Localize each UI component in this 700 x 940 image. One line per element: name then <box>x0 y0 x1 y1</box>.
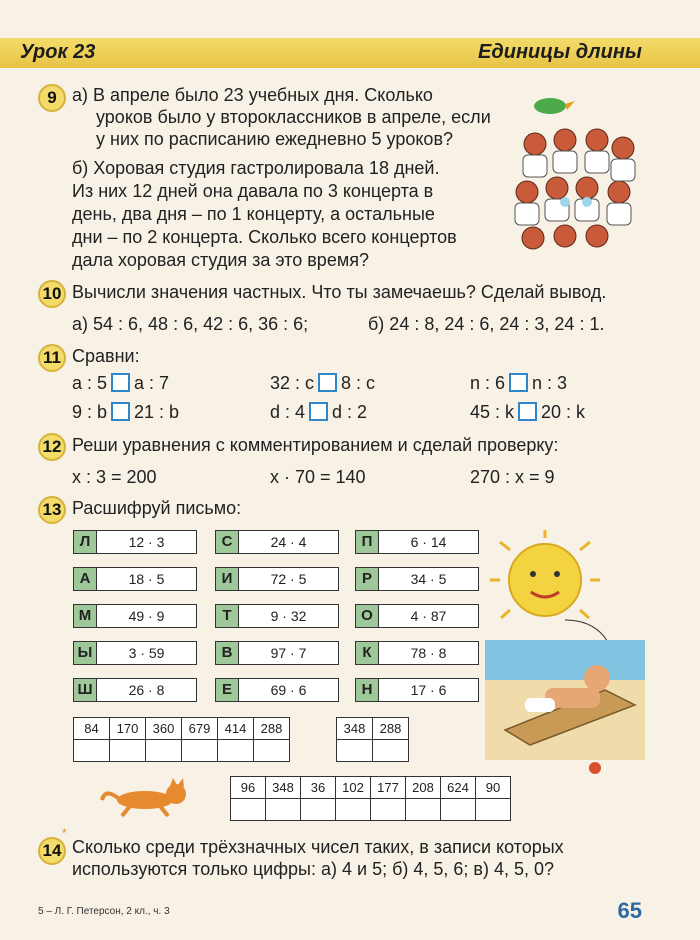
answer-cell[interactable] <box>301 799 336 821</box>
task-10-number: 10 <box>38 280 66 308</box>
footer-note: 5 – Л. Г. Петерсон, 2 кл., ч. 3 <box>38 906 170 917</box>
answer-cell[interactable] <box>146 740 182 762</box>
equation-1: x : 3 = 200 <box>72 467 157 487</box>
task-11-text: Сравни: <box>72 346 140 366</box>
cipher-card: М 49 · 9 <box>73 604 197 628</box>
cipher-card: Е 69 · 6 <box>215 678 339 702</box>
task-12-text: Реши уравнения с комментированием и сделай проверку: <box>72 435 559 455</box>
cipher-card: Ы 3 · 59 <box>73 641 197 665</box>
cipher-card: И 72 · 5 <box>215 567 339 591</box>
compare-row2-col2: d : 4 d : 2 <box>270 402 368 422</box>
compare-row1-col2: 32 : c 8 : c <box>270 373 376 393</box>
compare-row1-col1: a : 5 a : 7 <box>72 373 170 393</box>
cipher-card: Т 9 · 32 <box>215 604 339 628</box>
task-13-text: Расшифруй письмо: <box>72 498 242 518</box>
task-13-number: 13 <box>38 496 66 524</box>
task-9a-line-1: а) В апреле было 23 учебных дня. Сколько <box>72 85 433 105</box>
task-11-number: 11 <box>38 344 66 372</box>
decode-table-2: 348 288 <box>336 717 409 762</box>
equation-3: 270 : x = 9 <box>470 467 555 487</box>
answer-cell[interactable] <box>476 799 511 821</box>
cipher-card: Ш 26 · 8 <box>73 678 197 702</box>
decode-table-3: 96 348 36 102 177 208 624 90 <box>230 776 511 821</box>
cipher-card: К 78 · 8 <box>355 641 479 665</box>
cipher-card: О 4 · 87 <box>355 604 479 628</box>
task-10-text: Вычисли значения частных. Что ты замечаешь? Сделай вывод. <box>72 282 607 302</box>
task-14-number: 14 <box>38 837 66 865</box>
lesson-number: Урок 23 <box>20 41 96 63</box>
cipher-card: В 97 · 7 <box>215 641 339 665</box>
answer-cell[interactable] <box>266 799 301 821</box>
answer-cell[interactable] <box>373 740 409 762</box>
page-number: 65 <box>617 898 642 923</box>
answer-cell[interactable] <box>182 740 218 762</box>
answer-cell[interactable] <box>231 799 266 821</box>
cipher-card: Л 12 · 3 <box>73 530 197 554</box>
difficulty-star: * <box>62 826 67 840</box>
compare-row2-col1: 9 : b 21 : b <box>72 402 180 422</box>
answer-cell[interactable] <box>371 799 406 821</box>
lesson-topic: Единицы длины <box>478 41 642 63</box>
answer-cell[interactable] <box>254 740 290 762</box>
task-9b-line-5: дала хоровая студия за это время? <box>72 250 369 270</box>
compare-box[interactable] <box>318 373 337 392</box>
equation-2: x · 70 = 140 <box>270 467 366 487</box>
answer-cell[interactable] <box>218 740 254 762</box>
answer-cell[interactable] <box>406 799 441 821</box>
task-9b-line-3: день, два дня – по 1 концерту, а остальные <box>72 204 435 224</box>
cipher-card: Р 34 · 5 <box>355 567 479 591</box>
compare-box[interactable] <box>111 402 130 421</box>
sun-and-boy-illustration <box>485 530 650 785</box>
task-9b-line-2: Из них 12 дней она давала по 3 концерта в <box>72 181 434 201</box>
lesson-header <box>0 38 700 68</box>
compare-row2-col3: 45 : k 20 : k <box>470 402 586 422</box>
answer-cell[interactable] <box>74 740 110 762</box>
compare-box[interactable] <box>518 402 537 421</box>
answer-cell[interactable] <box>441 799 476 821</box>
compare-box[interactable] <box>309 402 328 421</box>
task-10-part-a: а) 54 : 6, 48 : 6, 42 : 6, 36 : 6; <box>72 314 309 334</box>
choir-illustration <box>505 92 645 262</box>
answer-cell[interactable] <box>337 740 373 762</box>
answer-cell[interactable] <box>110 740 146 762</box>
task-9a-line-3: у них по расписанию ежедневно 5 уроков? <box>96 129 454 149</box>
cipher-card: А 18 · 5 <box>73 567 197 591</box>
compare-row1-col3: n : 6 n : 3 <box>470 373 568 393</box>
task-10-part-b: б) 24 : 8, 24 : 6, 24 : 3, 24 : 1. <box>368 314 605 334</box>
task-12-number: 12 <box>38 433 66 461</box>
task-9b-line-1: б) Хоровая студия гастролировала 18 дней. <box>72 158 440 178</box>
task-14-line-2: используются только цифры: а) 4 и 5; б) 4, 5, 6; в) 4, 5, 0? <box>72 859 555 879</box>
cipher-card: Н 17 · 6 <box>355 678 479 702</box>
cipher-card: С 24 · 4 <box>215 530 339 554</box>
task-14-line-1: Сколько среди трёхзначных чисел таких, в записи которых <box>72 837 564 857</box>
answer-cell[interactable] <box>336 799 371 821</box>
compare-box[interactable] <box>111 373 130 392</box>
task-9a-line-2: уроков было у второклассников в апреле, если <box>96 107 491 127</box>
cipher-card: П 6 · 14 <box>355 530 479 554</box>
task-9-number: 9 <box>38 84 66 112</box>
task-9b-line-4: дни – по 2 концерта. Сколько всего концертов <box>72 227 457 247</box>
compare-box[interactable] <box>509 373 528 392</box>
cat-illustration <box>100 778 195 818</box>
decode-table-1: 84 170 360 679 414 288 <box>73 717 290 762</box>
